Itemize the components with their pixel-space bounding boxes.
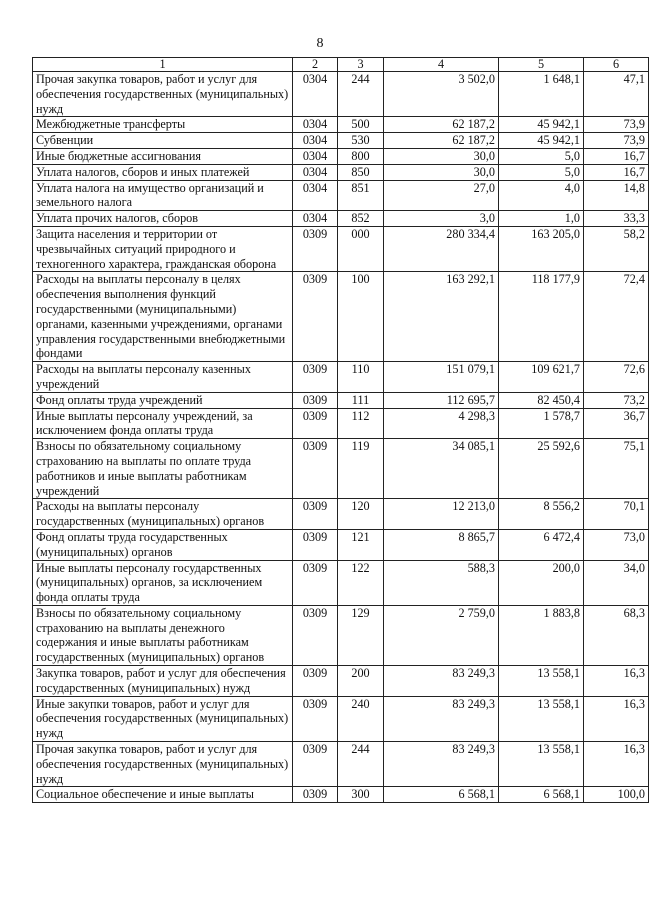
plan-value-cell: 3 502,0 xyxy=(384,72,499,117)
row-name-cell: Защита населения и территории от чрезвычайных ситуаций природного и техногенного характера, гражданская оборона xyxy=(33,226,293,271)
percent-cell: 16,3 xyxy=(584,666,649,697)
table-row xyxy=(33,696,649,741)
plan-value-cell: 6 568,1 xyxy=(384,787,499,803)
row-name-cell: Взносы по обязательному социальному страхованию на выплаты по оплате труда работников и иные выплаты работникам учреждений xyxy=(33,439,293,499)
table-row xyxy=(33,72,649,117)
percent-cell: 16,3 xyxy=(584,696,649,741)
column-header: 3 xyxy=(338,58,384,72)
expense-type-cell: 110 xyxy=(338,362,384,393)
table-row xyxy=(33,164,649,180)
row-name-cell: Иные бюджетные ассигнования xyxy=(33,148,293,164)
table-row xyxy=(33,408,649,439)
budget-table xyxy=(32,57,649,803)
table-row xyxy=(33,560,649,605)
row-name-cell: Социальное обеспечение и иные выплаты xyxy=(33,787,293,803)
section-code-cell: 0309 xyxy=(293,742,338,787)
row-name-cell: Иные выплаты персоналу учреждений, за исключением фонда оплаты труда xyxy=(33,408,293,439)
plan-value-cell: 62 187,2 xyxy=(384,133,499,149)
fact-value-cell: 45 942,1 xyxy=(499,133,584,149)
expense-type-cell: 100 xyxy=(338,272,384,362)
plan-value-cell: 2 759,0 xyxy=(384,605,499,665)
plan-value-cell: 8 865,7 xyxy=(384,529,499,560)
section-code-cell: 0304 xyxy=(293,211,338,227)
table-row xyxy=(33,666,649,697)
fact-value-cell: 4,0 xyxy=(499,180,584,211)
percent-cell: 14,8 xyxy=(584,180,649,211)
percent-cell: 16,3 xyxy=(584,742,649,787)
fact-value-cell: 6 472,4 xyxy=(499,529,584,560)
row-name-cell: Расходы на выплаты персоналу в целях обеспечения выполнения функций государственными (муниципальными) органами, казенными учреждениями, органами управления государственными внебюджетными фондами xyxy=(33,272,293,362)
plan-value-cell: 62 187,2 xyxy=(384,117,499,133)
fact-value-cell: 13 558,1 xyxy=(499,742,584,787)
fact-value-cell: 1 578,7 xyxy=(499,408,584,439)
row-name-cell: Прочая закупка товаров, работ и услуг для обеспечения государственных (муниципальных) нужд xyxy=(33,72,293,117)
expense-type-cell: 111 xyxy=(338,392,384,408)
expense-type-cell: 244 xyxy=(338,742,384,787)
row-name-cell: Иные выплаты персоналу государственных (муниципальных) органов, за исключением фонда оплаты труда xyxy=(33,560,293,605)
row-name-cell: Уплата налогов, сборов и иных платежей xyxy=(33,164,293,180)
row-name-cell: Расходы на выплаты персоналу казенных учреждений xyxy=(33,362,293,393)
fact-value-cell: 82 450,4 xyxy=(499,392,584,408)
fact-value-cell: 1 883,8 xyxy=(499,605,584,665)
plan-value-cell: 4 298,3 xyxy=(384,408,499,439)
percent-cell: 75,1 xyxy=(584,439,649,499)
fact-value-cell: 8 556,2 xyxy=(499,499,584,530)
section-code-cell: 0304 xyxy=(293,133,338,149)
expense-type-cell: 121 xyxy=(338,529,384,560)
column-header: 6 xyxy=(584,58,649,72)
plan-value-cell: 151 079,1 xyxy=(384,362,499,393)
section-code-cell: 0309 xyxy=(293,499,338,530)
section-code-cell: 0304 xyxy=(293,148,338,164)
percent-cell: 36,7 xyxy=(584,408,649,439)
plan-value-cell: 163 292,1 xyxy=(384,272,499,362)
expense-type-cell: 122 xyxy=(338,560,384,605)
table-row xyxy=(33,226,649,271)
percent-cell: 47,1 xyxy=(584,72,649,117)
fact-value-cell: 5,0 xyxy=(499,164,584,180)
expense-type-cell: 850 xyxy=(338,164,384,180)
row-name-cell: Субвенции xyxy=(33,133,293,149)
percent-cell: 100,0 xyxy=(584,787,649,803)
section-code-cell: 0309 xyxy=(293,605,338,665)
section-code-cell: 0309 xyxy=(293,696,338,741)
table-row xyxy=(33,787,649,803)
table-row xyxy=(33,117,649,133)
table-row xyxy=(33,362,649,393)
expense-type-cell: 852 xyxy=(338,211,384,227)
percent-cell: 33,3 xyxy=(584,211,649,227)
table-row xyxy=(33,529,649,560)
row-name-cell: Фонд оплаты труда учреждений xyxy=(33,392,293,408)
fact-value-cell: 25 592,6 xyxy=(499,439,584,499)
percent-cell: 16,7 xyxy=(584,164,649,180)
row-name-cell: Иные закупки товаров, работ и услуг для обеспечения государственных (муниципальных) нужд xyxy=(33,696,293,741)
column-header: 2 xyxy=(293,58,338,72)
expense-type-cell: 120 xyxy=(338,499,384,530)
section-code-cell: 0309 xyxy=(293,439,338,499)
percent-cell: 16,7 xyxy=(584,148,649,164)
column-header: 1 xyxy=(33,58,293,72)
table-row xyxy=(33,742,649,787)
table-row xyxy=(33,439,649,499)
table-row xyxy=(33,133,649,149)
row-name-cell: Уплата налога на имущество организаций и земельного налога xyxy=(33,180,293,211)
expense-type-cell: 800 xyxy=(338,148,384,164)
expense-type-cell: 112 xyxy=(338,408,384,439)
table-row xyxy=(33,272,649,362)
section-code-cell: 0309 xyxy=(293,666,338,697)
expense-type-cell: 851 xyxy=(338,180,384,211)
expense-type-cell: 000 xyxy=(338,226,384,271)
percent-cell: 68,3 xyxy=(584,605,649,665)
expense-type-cell: 200 xyxy=(338,666,384,697)
section-code-cell: 0309 xyxy=(293,392,338,408)
percent-cell: 73,2 xyxy=(584,392,649,408)
percent-cell: 73,0 xyxy=(584,529,649,560)
table-row xyxy=(33,499,649,530)
fact-value-cell: 118 177,9 xyxy=(499,272,584,362)
table-header-row xyxy=(33,58,649,72)
row-name-cell: Уплата прочих налогов, сборов xyxy=(33,211,293,227)
percent-cell: 70,1 xyxy=(584,499,649,530)
plan-value-cell: 83 249,3 xyxy=(384,666,499,697)
fact-value-cell: 6 568,1 xyxy=(499,787,584,803)
section-code-cell: 0309 xyxy=(293,226,338,271)
fact-value-cell: 1 648,1 xyxy=(499,72,584,117)
expense-type-cell: 244 xyxy=(338,72,384,117)
row-name-cell: Межбюджетные трансферты xyxy=(33,117,293,133)
plan-value-cell: 3,0 xyxy=(384,211,499,227)
plan-value-cell: 27,0 xyxy=(384,180,499,211)
expense-type-cell: 240 xyxy=(338,696,384,741)
fact-value-cell: 200,0 xyxy=(499,560,584,605)
expense-type-cell: 119 xyxy=(338,439,384,499)
plan-value-cell: 588,3 xyxy=(384,560,499,605)
table-row xyxy=(33,211,649,227)
section-code-cell: 0309 xyxy=(293,362,338,393)
fact-value-cell: 45 942,1 xyxy=(499,117,584,133)
section-code-cell: 0304 xyxy=(293,117,338,133)
row-name-cell: Фонд оплаты труда государственных (муниципальных) органов xyxy=(33,529,293,560)
row-name-cell: Прочая закупка товаров, работ и услуг для обеспечения государственных (муниципальных) нужд xyxy=(33,742,293,787)
section-code-cell: 0309 xyxy=(293,529,338,560)
plan-value-cell: 34 085,1 xyxy=(384,439,499,499)
percent-cell: 73,9 xyxy=(584,117,649,133)
section-code-cell: 0309 xyxy=(293,272,338,362)
section-code-cell: 0304 xyxy=(293,180,338,211)
plan-value-cell: 30,0 xyxy=(384,164,499,180)
row-name-cell: Закупка товаров, работ и услуг для обеспечения государственных (муниципальных) нужд xyxy=(33,666,293,697)
percent-cell: 58,2 xyxy=(584,226,649,271)
plan-value-cell: 83 249,3 xyxy=(384,696,499,741)
plan-value-cell: 83 249,3 xyxy=(384,742,499,787)
fact-value-cell: 13 558,1 xyxy=(499,696,584,741)
percent-cell: 72,4 xyxy=(584,272,649,362)
column-header: 4 xyxy=(384,58,499,72)
table-row xyxy=(33,148,649,164)
expense-type-cell: 129 xyxy=(338,605,384,665)
expense-type-cell: 530 xyxy=(338,133,384,149)
table-row xyxy=(33,392,649,408)
column-header: 5 xyxy=(499,58,584,72)
percent-cell: 73,9 xyxy=(584,133,649,149)
expense-type-cell: 500 xyxy=(338,117,384,133)
percent-cell: 72,6 xyxy=(584,362,649,393)
plan-value-cell: 280 334,4 xyxy=(384,226,499,271)
fact-value-cell: 163 205,0 xyxy=(499,226,584,271)
table-row xyxy=(33,605,649,665)
expense-type-cell: 300 xyxy=(338,787,384,803)
plan-value-cell: 12 213,0 xyxy=(384,499,499,530)
row-name-cell: Расходы на выплаты персоналу государственных (муниципальных) органов xyxy=(33,499,293,530)
fact-value-cell: 5,0 xyxy=(499,148,584,164)
section-code-cell: 0309 xyxy=(293,560,338,605)
section-code-cell: 0309 xyxy=(293,787,338,803)
table-row xyxy=(33,180,649,211)
fact-value-cell: 109 621,7 xyxy=(499,362,584,393)
fact-value-cell: 1,0 xyxy=(499,211,584,227)
section-code-cell: 0304 xyxy=(293,72,338,117)
section-code-cell: 0304 xyxy=(293,164,338,180)
section-code-cell: 0309 xyxy=(293,408,338,439)
row-name-cell: Взносы по обязательному социальному страхованию на выплаты денежного содержания и иные выплаты работникам государственных (муниципальных) органов xyxy=(33,605,293,665)
percent-cell: 34,0 xyxy=(584,560,649,605)
plan-value-cell: 112 695,7 xyxy=(384,392,499,408)
plan-value-cell: 30,0 xyxy=(384,148,499,164)
page-number: 8 xyxy=(316,36,324,51)
fact-value-cell: 13 558,1 xyxy=(499,666,584,697)
